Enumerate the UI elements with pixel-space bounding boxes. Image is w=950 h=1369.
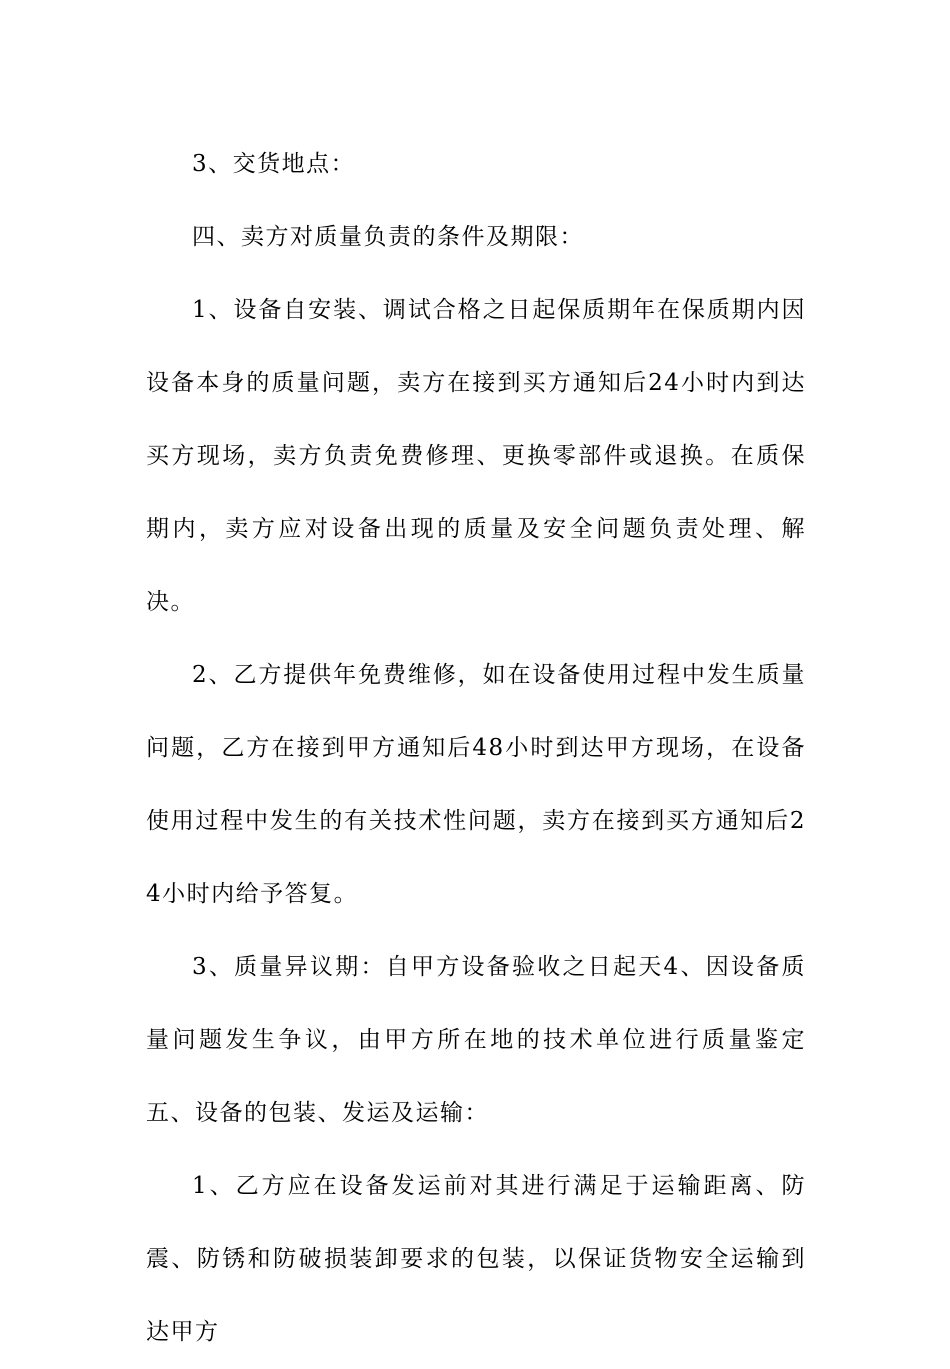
paragraph-section-four-heading: 四、卖方对质量负责的条件及期限： [192,224,584,250]
paragraph-warranty-period: 1、设备自安装、调试合格之日起保质期年在保质期内因设备本身的质量问题，卖方在接到买方通知后24小时内到达买方现场，卖方负责免费修理、更换零部件或退换。在质保期内，卖方应对设备出现的质量及安全问题负责处理、解决。 [146,297,806,615]
paragraph-packaging: 1、乙方应在设备发运前对其进行满足于运输距离、防震、防锈和防破损装卸要求的包装，以保证货物安全运输到达甲方 [146,1173,806,1345]
document-body [146,128,806,1369]
paragraph-free-maintenance: 2、乙方提供年免费维修，如在设备使用过程中发生质量问题，乙方在接到甲方通知后48小时到达甲方现场，在设备使用过程中发生的有关技术性问题，卖方在接到买方通知后24小时内给予答复。 [146,662,806,907]
paragraph-quality-objection: 3、质量异议期：自甲方设备验收之日起天4、因设备质量问题发生争议，由甲方所在地的技术单位进行质量鉴定五、设备的包装、发运及运输： [146,954,806,1126]
paragraph-delivery-location: 3、交货地点： [192,151,356,177]
